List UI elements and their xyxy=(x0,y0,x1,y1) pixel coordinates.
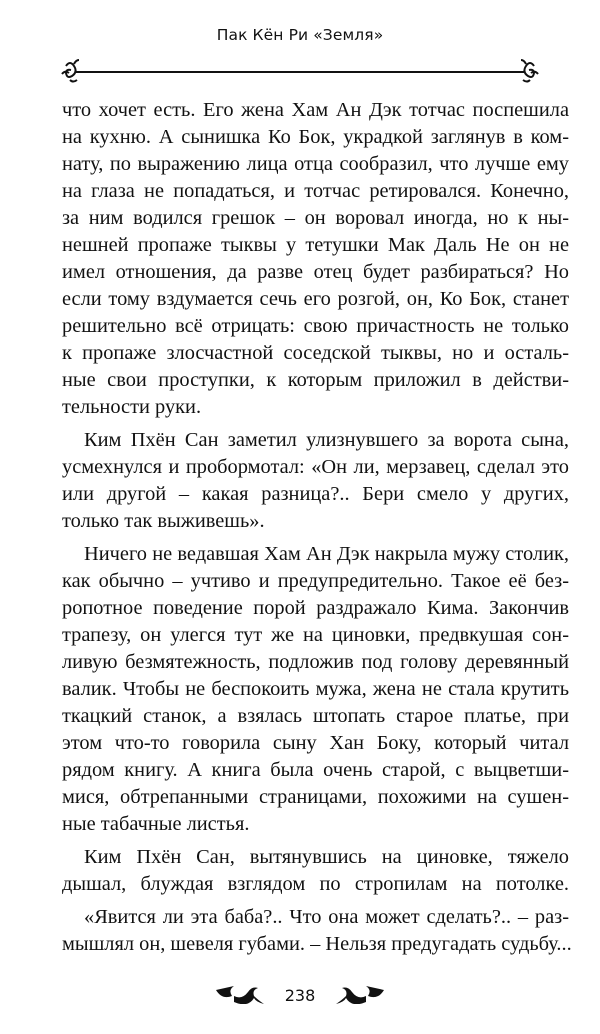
paragraph xyxy=(62,97,569,421)
running-head-title: Пак Кён Ри «Земля» xyxy=(216,26,384,44)
text-line: к пропаже злосчастной соседской тыквы, но и осталь- xyxy=(62,342,569,364)
header-rule xyxy=(78,71,522,73)
text-line: ропотное поведение порой раздражало Кима. Закончив xyxy=(62,597,569,619)
text-line: этом что-то говорила сыну Хан Боку, который читал xyxy=(62,732,569,754)
text-line: как обычно – учтиво и предупредительно. Такое её без- xyxy=(62,570,569,592)
text-line: Ничего не ведавшая Хам Ан Дэк накрыла мужу столик, xyxy=(84,543,569,565)
text-line: ные табачные листья. xyxy=(62,813,250,835)
text-line: дышал, блуждая взглядом по стропилам на потолке. xyxy=(62,873,569,895)
text-line: за ним водился грешок – он воровал иногда, но к ны- xyxy=(62,207,569,229)
text-line: трапезу, он улегся тут же на циновки, предвкушая сон- xyxy=(62,624,569,646)
text-line: на глаза не попадаться, и тотчас ретировался. Конечно, xyxy=(62,180,569,202)
right-ornament-icon xyxy=(512,58,542,86)
text-line: Ким Пхён Сан заметил улизнувшего за ворота сына, xyxy=(84,429,569,451)
text-line: нату, по выражению лица отца сообразил, что лучше ему xyxy=(62,153,569,175)
text-line: усмехнулся и пробормотал: «Он ли, мерзавец, сделал это xyxy=(62,456,569,478)
text-line: ткацкий станок, а взялась штопать старое платье, при xyxy=(62,705,569,727)
paragraph xyxy=(62,427,569,535)
text-line: мышлял он, шевеля губами. – Нельзя предугадать судьбу... xyxy=(62,933,572,955)
footer-right-ornament-icon xyxy=(330,982,386,1008)
text-line: что хочет есть. Его жена Хам Ан Дэк тотчас поспешила xyxy=(62,99,569,121)
text-line: если тому вздумается сечь его розгой, он, Ко Бок, станет xyxy=(62,288,569,310)
page-footer xyxy=(0,982,600,1008)
body-text xyxy=(62,97,572,958)
text-line: имел отношения, да разве отец будет разбираться? Но xyxy=(62,261,569,283)
text-line: мися, обтрепанными страницами, похожими на сушен- xyxy=(62,786,569,808)
footer-left-ornament-icon xyxy=(214,982,270,1008)
paragraph xyxy=(62,541,569,838)
text-line: тельности руки. xyxy=(62,396,202,418)
text-line: рядом книгу. А книга была очень старой, с выцветши- xyxy=(62,759,569,781)
page-number: 238 xyxy=(284,985,316,1005)
text-line: на кухню. А сынишка Ко Бок, украдкой заглянув в ком- xyxy=(62,126,569,148)
paragraph xyxy=(62,904,572,958)
text-line: «Явится ли эта баба?.. Что она может сделать?.. – раз- xyxy=(84,906,569,928)
text-line: или другой – какая разница?.. Бери смело у других, xyxy=(62,483,569,505)
text-line: решительно всё отрицать: свою причастность не только xyxy=(62,315,569,337)
paragraph xyxy=(62,844,569,898)
text-line: только так выживешь». xyxy=(62,510,265,532)
text-line: валик. Чтобы не беспокоить мужа, жена не стала крутить xyxy=(62,678,569,700)
text-line: ливую безмятежность, подложив под голову деревянный xyxy=(62,651,569,673)
text-line: Ким Пхён Сан, вытянувшись на циновке, тяжело xyxy=(84,846,569,868)
text-line: нешней пропаже тыквы у тетушки Мак Даль Не он не xyxy=(62,234,569,256)
text-line: ные свои проступки, к которым приложил в действи- xyxy=(62,369,569,391)
